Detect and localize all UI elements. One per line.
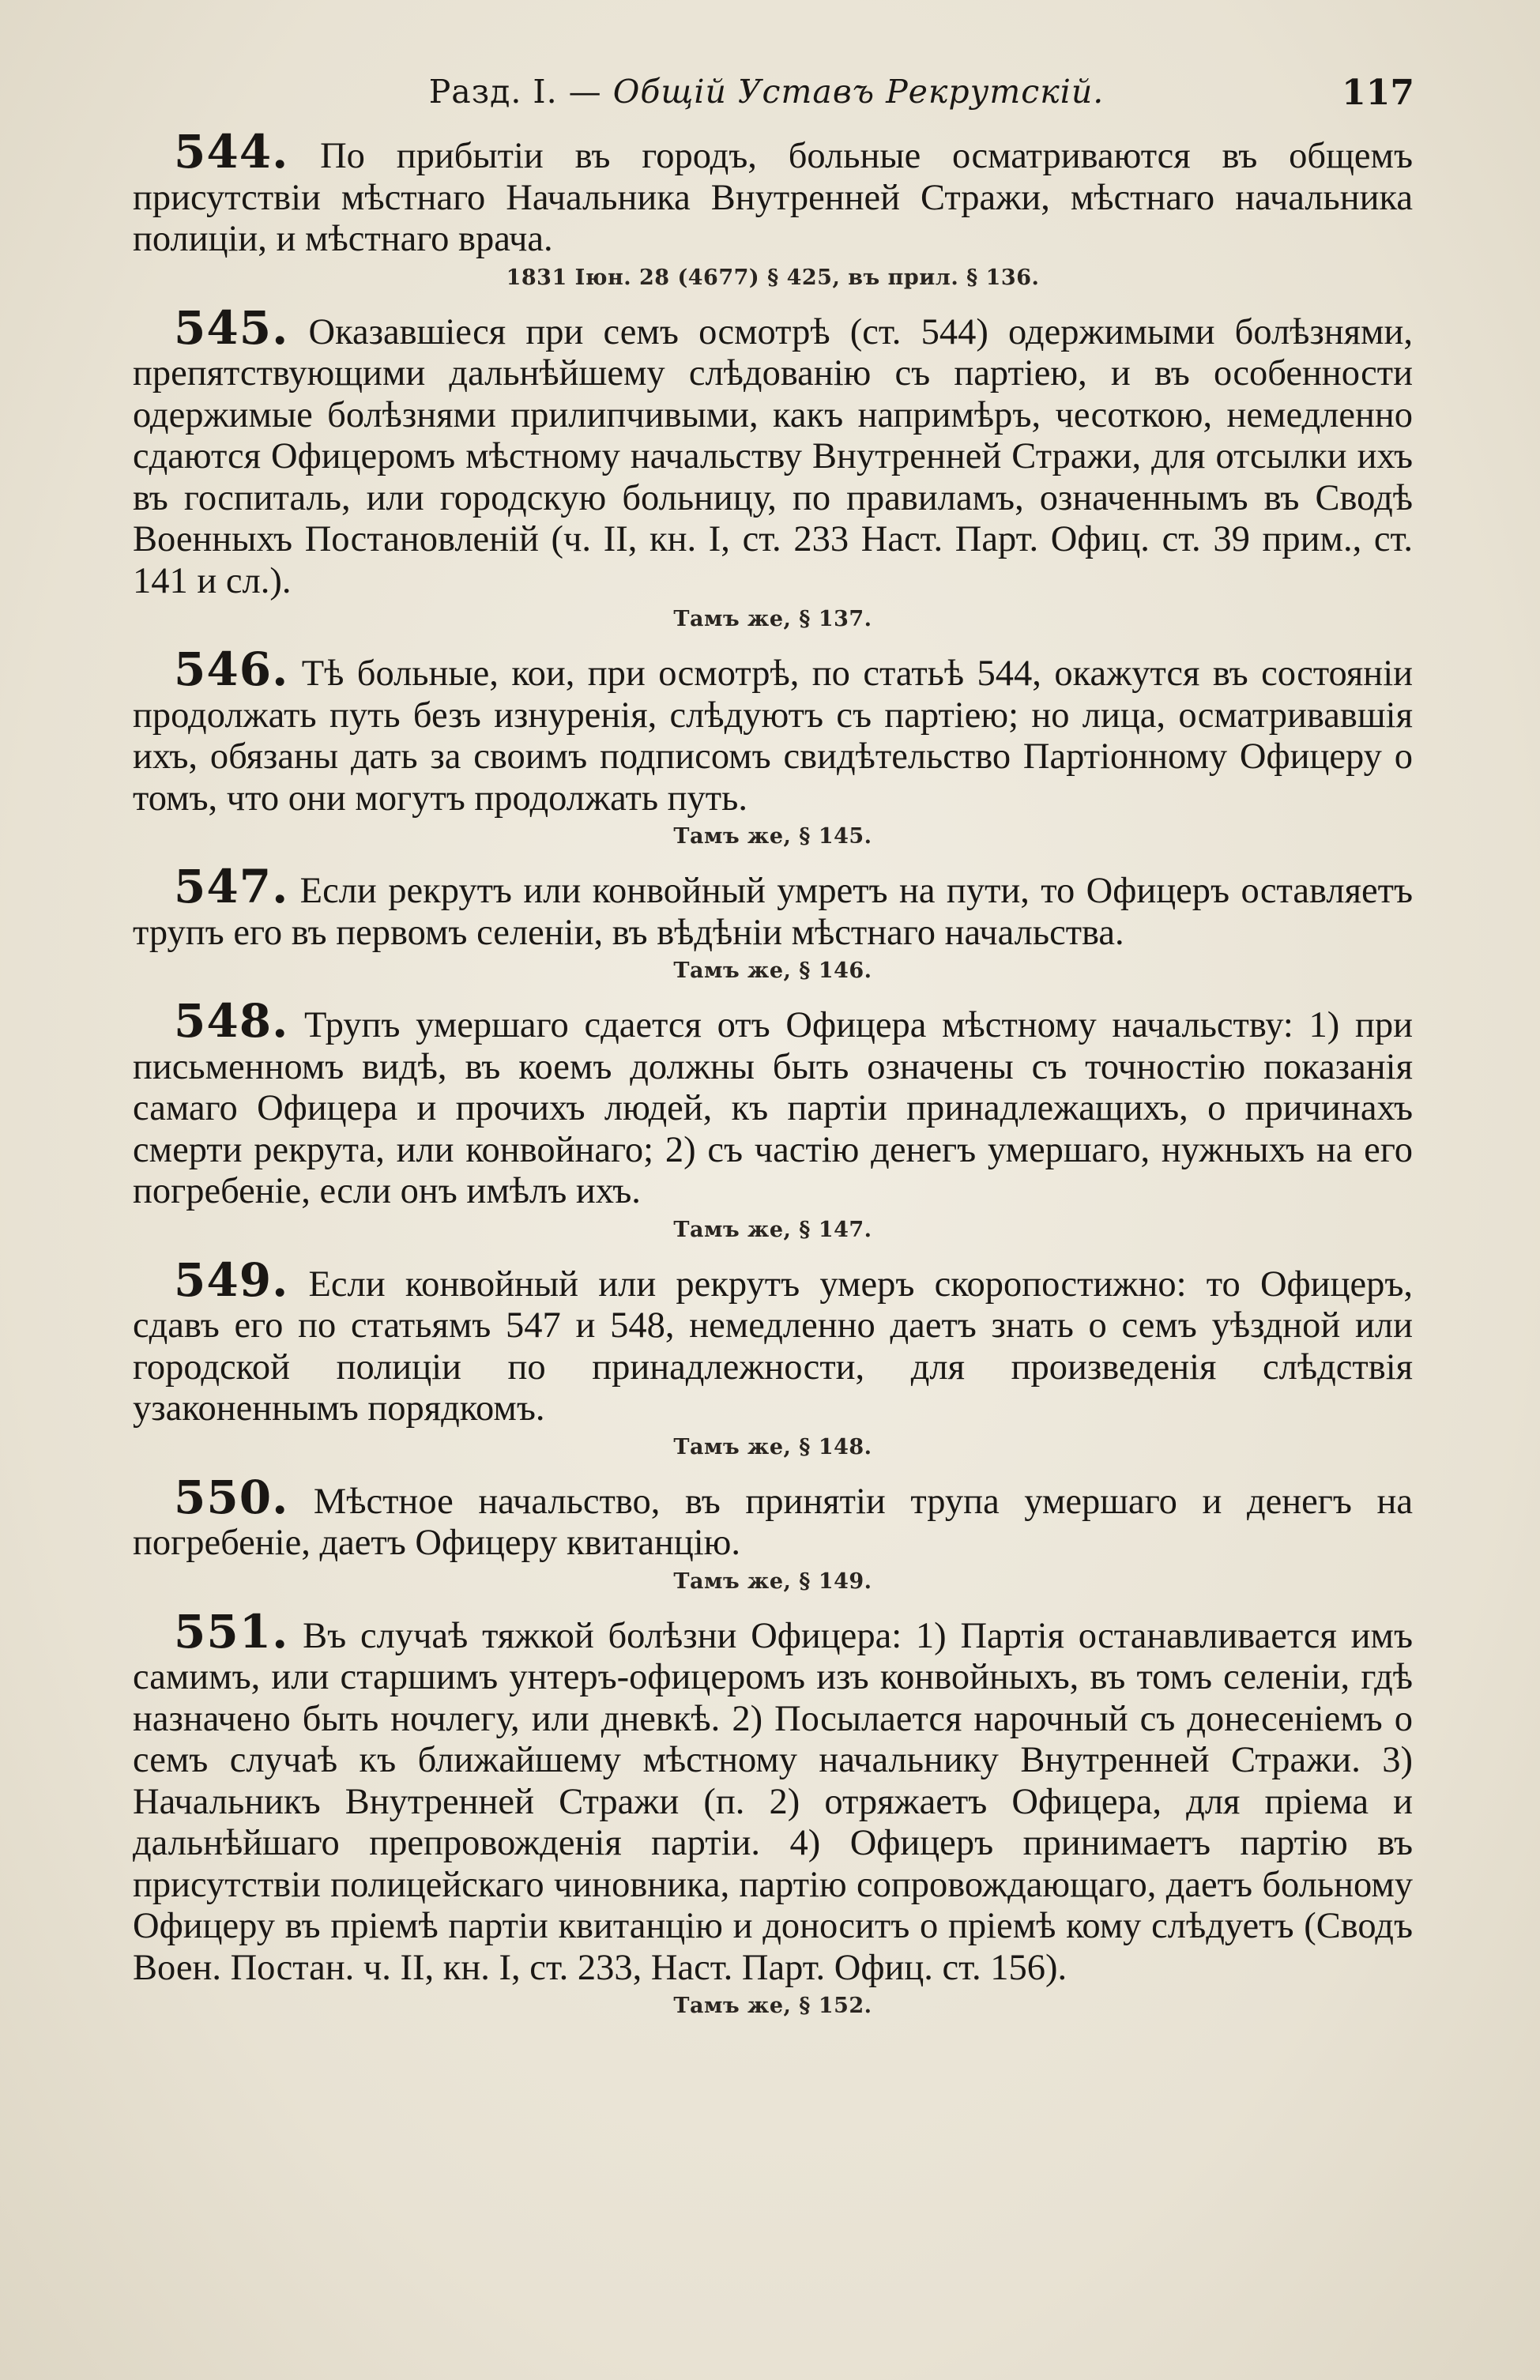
article-text: Трупъ умершаго сдается отъ Офицера мѣстному начальству: 1) при письменномъ видѣ, въ коемъ должны быть означены съ точностію показанія самаго Офицера и прочихъ людей, къ партіи принадлежащихъ, о причинахъ смерти рекрута, или конвойнаго; 2) съ частію денегъ умершаго, нужныхъ на его погребеніе, если онъ имѣлъ ихъ. (133, 1005, 1414, 1211)
article-text: Оказавшіеся при семъ осмотрѣ (ст. 544) одержимыми болѣзнями, препятствующими дальнѣйшему слѣдованію съ партіею, и въ особенности одержимые болѣзнями прилипчивыми, какъ напримѣръ, чесоткою, немедленно сдаются Офицеромъ мѣстному начальству Внутренней Стражи, для отсылки ихъ въ госпиталь, или городскую больницу, по правиламъ, означеннымъ въ Сводѣ Военныхъ Постановленій (ч. II, кн. I, ст. 233 Наст. Парт. Офиц. ст. 39 прим., ст. 141 и сл.). (133, 311, 1413, 601)
article-paragraph (133, 860, 1413, 954)
article-source: Тамъ же, § 137. (673, 607, 872, 631)
article-number: 546. (174, 642, 289, 696)
article-text: Въ случаѣ тяжкой болѣзни Офицера: 1) Партія останавливается имъ самимъ, или старшимъ унтеръ-офицеромъ изъ конвойныхъ, въ томъ селеніи, гдѣ назначено быть ночлегу, или дневкѣ. 2) Посылается нарочный съ донесеніемъ о семъ случаѣ къ ближайшему мѣстному начальнику Внутренней Стражи. 3) Начальникъ Внутренней Стражи (п. 2) отряжаетъ Офицера, для пріема и дальнѣйшаго препровожденія партіи. 4) Офицеръ принимаетъ партію въ присутствіи полицейскаго чиновника, партію сопровождающаго, даетъ больному Офицеру въ пріемѣ партіи квитанцію и доноситъ о пріемѣ кому слѣдуетъ (Сводъ Воен. Постан. ч. II, кн. I, ст. 233, Наст. Парт. Офиц. ст. 156). (133, 1615, 1413, 1988)
article-548 (133, 994, 1414, 1242)
article-text: По прибытіи въ городъ, больные осматриваются въ общемъ присутствіи мѣстнаго Начальника Внутренней Стражи, мѣстнаго начальника полиціи, и мѣстнаго врача. (133, 136, 1413, 259)
article-source: Тамъ же, § 145. (673, 824, 872, 849)
running-title (427, 73, 1106, 111)
article-paragraph (133, 1470, 1414, 1565)
article-paragraph (133, 642, 1413, 819)
article-550 (133, 1470, 1414, 1594)
article-547 (133, 860, 1413, 983)
article-text: Тѣ больные, кои, при осмотрѣ, по статьѣ 544, окажутся въ состояніи продолжать путь безъ изнуренія, слѣдуютъ съ партіею; но лица, осматривавшія ихъ, обязаны дать за своимъ подписомъ свидѣтельство Партіонному Офицеру о томъ, что они могутъ продолжать путь. (133, 653, 1413, 819)
article-544 (133, 125, 1413, 290)
article-546 (133, 642, 1413, 849)
article-source: Тамъ же, § 152. (673, 1994, 872, 2018)
article-551 (133, 1604, 1413, 2019)
article-text: Мѣстное начальство, въ принятіи трупа умершаго и денегъ на погребеніе, даетъ Офицеру квитанцію. (133, 1481, 1414, 1563)
page-number: 117 (1342, 73, 1414, 113)
article-source: Тамъ же, § 148. (673, 1434, 872, 1459)
article-source: Тамъ же, § 146. (673, 958, 872, 983)
section-title: Общій Уставъ Рекрутскій. (612, 73, 1105, 111)
article-number: 544. (174, 125, 289, 179)
article-source: Тамъ же, § 147. (673, 1217, 872, 1242)
article-paragraph (133, 300, 1413, 603)
article-number: 547. (174, 860, 289, 913)
article-paragraph (133, 1252, 1414, 1430)
article-source: 1831 Іюн. 28 (4677) § 425, въ прил. § 136. (506, 265, 1040, 290)
article-545 (133, 300, 1413, 632)
article-number: 551. (174, 1604, 289, 1659)
page-header (158, 73, 1414, 128)
articles-container (133, 125, 1414, 2040)
article-paragraph (133, 1604, 1413, 1990)
article-number: 545. (174, 300, 289, 355)
article-paragraph (133, 125, 1413, 261)
article-number: 548. (174, 994, 289, 1048)
article-number: 550. (174, 1470, 289, 1524)
article-text: Если конвойный или рекрутъ умеръ скоропостижно: то Офицеръ, сдавъ его по статьямъ 547 и 548, немедленно даетъ знать о семъ уѣздной или городской полиціи по принадлежности, для произведенія слѣдствія узаконеннымъ порядкомъ. (133, 1263, 1414, 1429)
article-source: Тамъ же, § 149. (673, 1568, 872, 1594)
article-text: Если рекрутъ или конвойный умретъ на пути, то Офицеръ оставляетъ трупъ его въ первомъ селеніи, въ вѣдѣніи мѣстнаго начальства. (133, 871, 1413, 953)
article-number: 549. (174, 1252, 289, 1307)
article-549 (133, 1252, 1414, 1459)
section-label: Разд. I. — (428, 73, 602, 111)
article-paragraph (133, 994, 1414, 1213)
